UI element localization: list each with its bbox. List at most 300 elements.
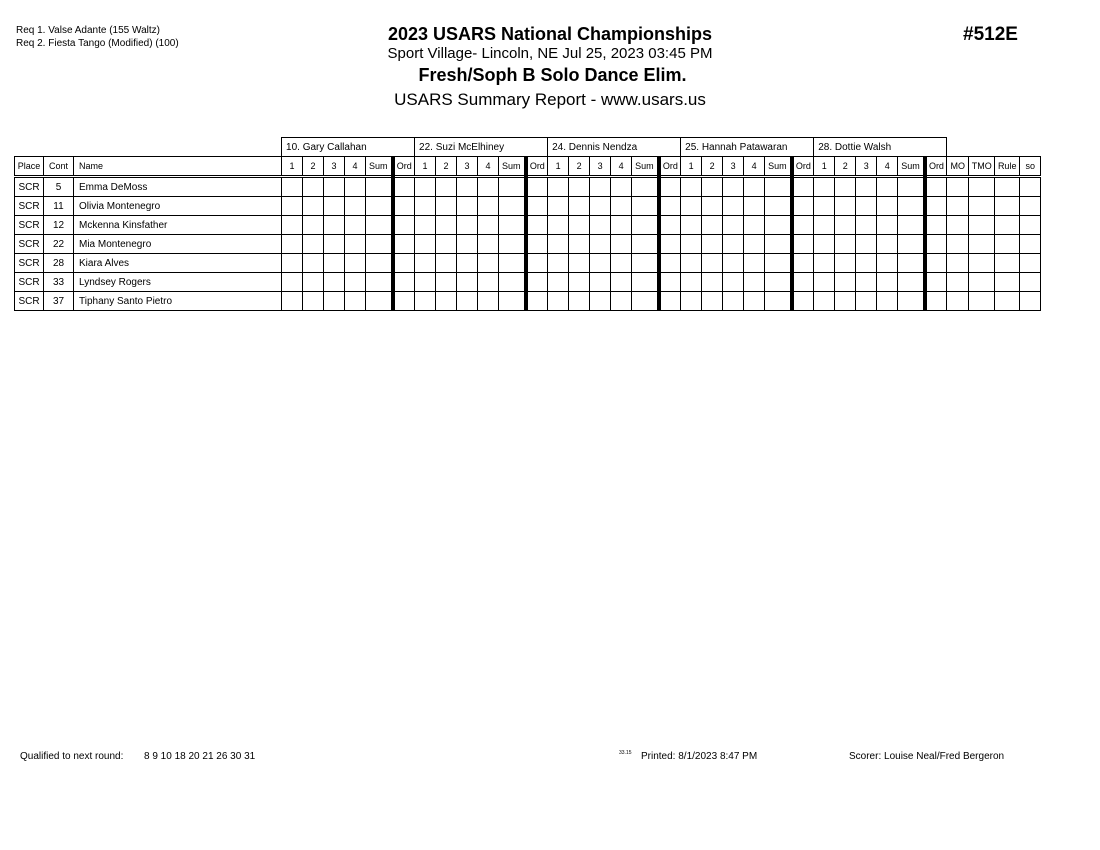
score-cell — [548, 235, 569, 254]
score-cell — [611, 177, 632, 197]
score-cell — [632, 197, 659, 216]
column-header-row — [15, 157, 1041, 177]
score-cell — [569, 197, 590, 216]
score-cell — [526, 292, 548, 311]
score-cell — [415, 177, 436, 197]
judge-name: 25. Hannah Patawaran — [681, 138, 814, 157]
score-cell — [681, 216, 702, 235]
score-cell — [324, 273, 345, 292]
score-cell — [393, 292, 415, 311]
table-row — [15, 273, 1041, 292]
report-title: USARS Summary Report - www.usars.us — [394, 90, 706, 109]
score-cell — [995, 177, 1020, 197]
score-cell — [947, 235, 969, 254]
score-cell — [436, 235, 457, 254]
score-cell — [499, 273, 526, 292]
event-number: #512E — [963, 24, 1018, 45]
score-cell — [744, 197, 765, 216]
score-cell — [569, 216, 590, 235]
score-cell — [590, 235, 611, 254]
summary-table — [14, 137, 1041, 311]
score-cell — [969, 197, 995, 216]
score-cell — [681, 254, 702, 273]
score-cell — [702, 254, 723, 273]
score-cell — [393, 197, 415, 216]
score-cell — [303, 216, 324, 235]
score-cell — [345, 273, 366, 292]
table-row — [15, 292, 1041, 311]
score-cell — [765, 273, 792, 292]
score-cell — [659, 273, 681, 292]
score-cell — [877, 273, 898, 292]
score-cell — [925, 197, 947, 216]
score-cell — [681, 197, 702, 216]
score-cell — [702, 273, 723, 292]
score-cell — [393, 273, 415, 292]
score-cell — [947, 197, 969, 216]
score-cell — [856, 273, 877, 292]
score-cell — [898, 216, 925, 235]
score-cell — [702, 216, 723, 235]
score-cell — [415, 292, 436, 311]
column-header-4: 4 — [611, 157, 632, 177]
score-cell — [765, 216, 792, 235]
score-cell — [856, 177, 877, 197]
score-cell — [995, 235, 1020, 254]
score-cell — [765, 177, 792, 197]
judge-name: 22. Suzi McElhiney — [415, 138, 548, 157]
skater-name: Tiphany Santo Pietro — [74, 292, 282, 311]
score-cell — [925, 216, 947, 235]
score-cell — [526, 273, 548, 292]
score-cell — [526, 197, 548, 216]
score-cell — [877, 177, 898, 197]
score-cell — [569, 292, 590, 311]
score-cell — [835, 197, 856, 216]
score-cell — [1020, 254, 1041, 273]
score-cell — [526, 216, 548, 235]
score-cell — [569, 177, 590, 197]
score-cell — [366, 254, 393, 273]
score-cell — [702, 197, 723, 216]
score-cell — [765, 254, 792, 273]
score-cell — [835, 273, 856, 292]
judge-name: 24. Dennis Nendza — [548, 138, 681, 157]
score-cell — [415, 235, 436, 254]
score-cell — [303, 254, 324, 273]
score-cell — [765, 235, 792, 254]
column-header-name: Name — [74, 157, 282, 177]
score-cell — [611, 197, 632, 216]
score-cell — [457, 216, 478, 235]
score-cell — [744, 292, 765, 311]
score-cell — [814, 235, 835, 254]
score-cell — [744, 254, 765, 273]
table-row — [15, 177, 1041, 197]
skater-name: Kiara Alves — [74, 254, 282, 273]
score-cell — [282, 292, 303, 311]
score-cell — [499, 197, 526, 216]
score-cell — [548, 254, 569, 273]
score-cell — [324, 254, 345, 273]
contestant-number: 5 — [44, 177, 74, 197]
score-cell — [590, 273, 611, 292]
score-cell — [415, 197, 436, 216]
score-cell — [681, 177, 702, 197]
score-cell — [947, 292, 969, 311]
score-cell — [856, 235, 877, 254]
score-cell — [947, 254, 969, 273]
score-cell — [478, 235, 499, 254]
score-cell — [792, 216, 814, 235]
score-cell — [345, 197, 366, 216]
contestant-number: 22 — [44, 235, 74, 254]
skater-name: Olivia Montenegro — [74, 197, 282, 216]
score-cell — [611, 235, 632, 254]
score-cell — [303, 235, 324, 254]
requirement-2: Req 2. Fiesta Tango (Modified) (100) — [16, 38, 179, 49]
score-cell — [415, 254, 436, 273]
score-cell — [969, 254, 995, 273]
column-header-ord: Ord — [792, 157, 814, 177]
spacer — [15, 138, 282, 157]
score-cell — [995, 273, 1020, 292]
score-cell — [499, 292, 526, 311]
score-cell — [898, 254, 925, 273]
column-header-4: 4 — [877, 157, 898, 177]
column-header-rule: Rule — [995, 157, 1020, 177]
score-cell — [681, 292, 702, 311]
score-cell — [436, 177, 457, 197]
score-cell — [632, 177, 659, 197]
column-header-4: 4 — [345, 157, 366, 177]
score-cell — [898, 235, 925, 254]
score-cell — [814, 292, 835, 311]
score-cell — [925, 235, 947, 254]
skater-name: Emma DeMoss — [74, 177, 282, 197]
score-cell — [925, 177, 947, 197]
score-cell — [1020, 177, 1041, 197]
score-cell — [393, 177, 415, 197]
score-cell — [835, 235, 856, 254]
score-cell — [835, 216, 856, 235]
column-header-cont: Cont — [44, 157, 74, 177]
score-cell — [1020, 292, 1041, 311]
score-cell — [659, 177, 681, 197]
score-cell — [632, 216, 659, 235]
score-cell — [526, 177, 548, 197]
score-cell — [632, 292, 659, 311]
score-cell — [765, 197, 792, 216]
score-cell — [659, 235, 681, 254]
score-cell — [969, 235, 995, 254]
event-name: Fresh/Soph B Solo Dance Elim. — [418, 65, 687, 85]
score-cell — [457, 177, 478, 197]
column-header-sum: Sum — [632, 157, 659, 177]
score-cell — [792, 235, 814, 254]
score-cell — [345, 254, 366, 273]
score-cell — [744, 177, 765, 197]
column-header-sum: Sum — [898, 157, 925, 177]
place-cell: SCR — [15, 216, 44, 235]
score-cell — [324, 177, 345, 197]
score-cell — [792, 273, 814, 292]
score-cell — [324, 197, 345, 216]
score-cell — [548, 273, 569, 292]
score-cell — [611, 254, 632, 273]
score-cell — [723, 273, 744, 292]
column-header-3: 3 — [457, 157, 478, 177]
score-cell — [569, 273, 590, 292]
qualified-label: Qualified to next round: — [20, 751, 124, 762]
score-cell — [947, 273, 969, 292]
score-cell — [765, 292, 792, 311]
score-cell — [303, 197, 324, 216]
score-cell — [478, 177, 499, 197]
place-cell: SCR — [15, 177, 44, 197]
score-cell — [345, 216, 366, 235]
column-header-ord: Ord — [659, 157, 681, 177]
score-cell — [457, 292, 478, 311]
score-cell — [659, 254, 681, 273]
table-row — [15, 254, 1041, 273]
place-cell: SCR — [15, 197, 44, 216]
score-cell — [282, 254, 303, 273]
score-cell — [478, 254, 499, 273]
score-cell — [1020, 197, 1041, 216]
score-cell — [702, 292, 723, 311]
column-header-2: 2 — [303, 157, 324, 177]
score-cell — [499, 254, 526, 273]
score-cell — [925, 273, 947, 292]
score-cell — [611, 273, 632, 292]
score-cell — [659, 216, 681, 235]
score-cell — [282, 177, 303, 197]
column-header-1: 1 — [282, 157, 303, 177]
judge-header-row — [15, 138, 1041, 157]
score-cell — [526, 235, 548, 254]
page-title: 2023 USARS National Championships — [387, 24, 713, 44]
score-cell — [282, 235, 303, 254]
column-header-place: Place — [15, 157, 44, 177]
contestant-number: 11 — [44, 197, 74, 216]
column-header-sum: Sum — [366, 157, 393, 177]
score-cell — [995, 254, 1020, 273]
score-cell — [814, 273, 835, 292]
score-cell — [723, 254, 744, 273]
column-header-1: 1 — [681, 157, 702, 177]
place-cell: SCR — [15, 235, 44, 254]
score-cell — [457, 254, 478, 273]
score-cell — [898, 273, 925, 292]
score-cell — [590, 216, 611, 235]
column-header-sum: Sum — [499, 157, 526, 177]
score-cell — [877, 292, 898, 311]
score-cell — [814, 197, 835, 216]
contestant-number: 33 — [44, 273, 74, 292]
score-cell — [345, 292, 366, 311]
score-cell — [478, 292, 499, 311]
venue-date: Sport Village- Lincoln, NE Jul 25, 2023 03:45 PM — [387, 45, 713, 62]
column-header-3: 3 — [324, 157, 345, 177]
column-header-2: 2 — [436, 157, 457, 177]
score-cell — [366, 216, 393, 235]
score-cell — [877, 216, 898, 235]
contestant-number: 28 — [44, 254, 74, 273]
score-cell — [548, 292, 569, 311]
score-cell — [303, 177, 324, 197]
report-code: 33.15 — [619, 750, 632, 756]
score-cell — [925, 254, 947, 273]
column-header-ord: Ord — [393, 157, 415, 177]
score-cell — [611, 216, 632, 235]
score-cell — [499, 216, 526, 235]
score-cell — [590, 254, 611, 273]
column-header-3: 3 — [590, 157, 611, 177]
score-cell — [814, 254, 835, 273]
score-cell — [457, 273, 478, 292]
place-cell: SCR — [15, 273, 44, 292]
score-cell — [366, 235, 393, 254]
score-cell — [499, 235, 526, 254]
column-header-tmo: TMO — [969, 157, 995, 177]
score-cell — [835, 292, 856, 311]
score-cell — [324, 292, 345, 311]
score-cell — [995, 197, 1020, 216]
score-cell — [659, 292, 681, 311]
column-header-2: 2 — [569, 157, 590, 177]
score-cell — [569, 235, 590, 254]
score-cell — [856, 197, 877, 216]
score-cell — [632, 273, 659, 292]
score-cell — [723, 235, 744, 254]
score-cell — [744, 273, 765, 292]
score-cell — [792, 254, 814, 273]
column-header-4: 4 — [744, 157, 765, 177]
score-cell — [723, 197, 744, 216]
score-cell — [659, 197, 681, 216]
score-cell — [723, 216, 744, 235]
score-cell — [702, 235, 723, 254]
score-cell — [478, 197, 499, 216]
score-cell — [590, 177, 611, 197]
score-cell — [877, 235, 898, 254]
score-cell — [345, 177, 366, 197]
score-cell — [856, 292, 877, 311]
score-cell — [590, 197, 611, 216]
score-cell — [303, 292, 324, 311]
score-cell — [681, 235, 702, 254]
score-cell — [366, 273, 393, 292]
requirement-1: Req 1. Valse Adante (155 Waltz) — [16, 25, 160, 36]
score-cell — [457, 235, 478, 254]
score-cell — [1020, 273, 1041, 292]
score-cell — [995, 216, 1020, 235]
skater-name: Mia Montenegro — [74, 235, 282, 254]
score-cell — [744, 235, 765, 254]
score-cell — [898, 177, 925, 197]
score-cell — [393, 254, 415, 273]
skater-name: Lyndsey Rogers — [74, 273, 282, 292]
score-cell — [856, 216, 877, 235]
score-cell — [345, 235, 366, 254]
score-cell — [969, 216, 995, 235]
score-cell — [814, 177, 835, 197]
score-cell — [835, 177, 856, 197]
score-cell — [1020, 216, 1041, 235]
score-cell — [415, 216, 436, 235]
score-cell — [393, 216, 415, 235]
table-row — [15, 197, 1041, 216]
score-cell — [744, 216, 765, 235]
column-header-sum: Sum — [765, 157, 792, 177]
score-cell — [995, 292, 1020, 311]
score-cell — [548, 216, 569, 235]
scorer: Scorer: Louise Neal/Fred Bergeron — [849, 751, 1005, 762]
score-cell — [366, 177, 393, 197]
column-header-so: so — [1020, 157, 1041, 177]
score-cell — [877, 197, 898, 216]
score-cell — [324, 216, 345, 235]
column-header-mo: MO — [947, 157, 969, 177]
score-cell — [457, 197, 478, 216]
score-cell — [499, 177, 526, 197]
score-cell — [282, 197, 303, 216]
judge-name: 10. Gary Callahan — [282, 138, 415, 157]
score-cell — [681, 273, 702, 292]
score-cell — [969, 292, 995, 311]
score-cell — [324, 235, 345, 254]
column-header-1: 1 — [548, 157, 569, 177]
score-cell — [877, 254, 898, 273]
column-header-3: 3 — [723, 157, 744, 177]
score-cell — [478, 273, 499, 292]
score-cell — [898, 197, 925, 216]
score-cell — [590, 292, 611, 311]
column-header-ord: Ord — [526, 157, 548, 177]
contestant-number: 37 — [44, 292, 74, 311]
score-cell — [611, 292, 632, 311]
place-cell: SCR — [15, 254, 44, 273]
column-header-1: 1 — [814, 157, 835, 177]
score-cell — [947, 177, 969, 197]
score-cell — [792, 177, 814, 197]
score-cell — [366, 197, 393, 216]
score-cell — [393, 235, 415, 254]
column-header-2: 2 — [702, 157, 723, 177]
column-header-2: 2 — [835, 157, 856, 177]
column-header-1: 1 — [415, 157, 436, 177]
score-cell — [282, 273, 303, 292]
score-cell — [898, 292, 925, 311]
column-header-3: 3 — [856, 157, 877, 177]
score-cell — [526, 254, 548, 273]
score-cell — [702, 177, 723, 197]
score-cell — [303, 273, 324, 292]
score-cell — [548, 197, 569, 216]
score-cell — [436, 197, 457, 216]
spacer — [947, 138, 1041, 157]
score-cell — [436, 254, 457, 273]
score-cell — [436, 216, 457, 235]
score-cell — [282, 216, 303, 235]
score-cell — [947, 216, 969, 235]
score-cell — [814, 216, 835, 235]
score-cell — [632, 254, 659, 273]
score-cell — [723, 177, 744, 197]
score-cell — [792, 292, 814, 311]
contestant-number: 12 — [44, 216, 74, 235]
